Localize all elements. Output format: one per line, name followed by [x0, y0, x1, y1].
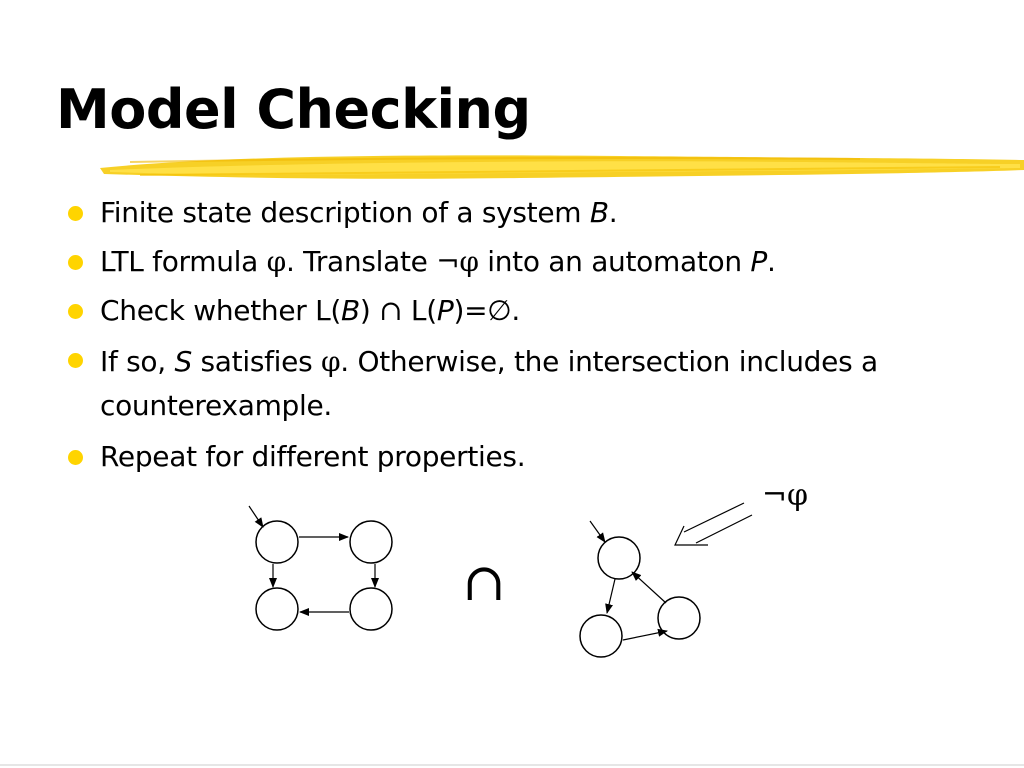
- bullet-text: .: [608, 196, 618, 229]
- not-phi-symbol: ¬φ: [436, 245, 479, 278]
- state-node: [350, 588, 392, 630]
- phi-symbol: φ: [266, 245, 286, 278]
- state-node: [598, 537, 640, 579]
- bullet-text: Repeat for different properties.: [100, 440, 526, 473]
- intersection-symbol: ∩: [379, 294, 403, 327]
- bullet-text: LTL formula: [100, 245, 267, 278]
- bullet-text: )=: [453, 294, 488, 327]
- transition-arrow: [632, 572, 666, 603]
- bullet-text: .: [767, 245, 776, 278]
- negated-formula-label: ¬φ: [761, 478, 809, 513]
- bullet-text: If so,: [100, 345, 175, 378]
- bullet-text: L(: [402, 294, 437, 327]
- bullet-text: . Otherwise, the intersection includes a counterexample.: [100, 345, 878, 422]
- bullet-text: .: [511, 294, 520, 327]
- initial-arrow: [249, 506, 263, 527]
- bullet-text: into an automaton: [478, 245, 751, 278]
- bullet-text: P: [436, 294, 454, 327]
- footer-divider: [0, 764, 1024, 766]
- state-node: [580, 615, 622, 657]
- bullet-text: P: [750, 245, 767, 278]
- phi-symbol: φ: [320, 345, 341, 378]
- bullet-text: B: [341, 294, 360, 327]
- bullet-text: . Translate: [285, 245, 437, 278]
- state-node: [256, 588, 298, 630]
- bullet-text: B: [589, 196, 609, 229]
- slide-title: Model Checking: [56, 78, 531, 141]
- transition-arrow: [623, 631, 667, 640]
- translation-arrow: [675, 503, 752, 545]
- bullet-text: Check whether L(: [100, 294, 341, 327]
- empty-set-symbol: ∅: [487, 294, 512, 327]
- state-node: [658, 597, 700, 639]
- bullet-text: Finite state description of a system: [100, 196, 590, 229]
- bullet-text: S: [174, 345, 192, 378]
- property-automaton: [580, 537, 700, 657]
- intersection-operator: ∩: [462, 553, 506, 613]
- initial-arrow: [590, 521, 605, 542]
- bullet-text: satisfies: [191, 345, 321, 378]
- bullet-text: ): [359, 294, 380, 327]
- state-node: [256, 521, 298, 563]
- transition-arrow: [607, 579, 615, 613]
- state-node: [350, 521, 392, 563]
